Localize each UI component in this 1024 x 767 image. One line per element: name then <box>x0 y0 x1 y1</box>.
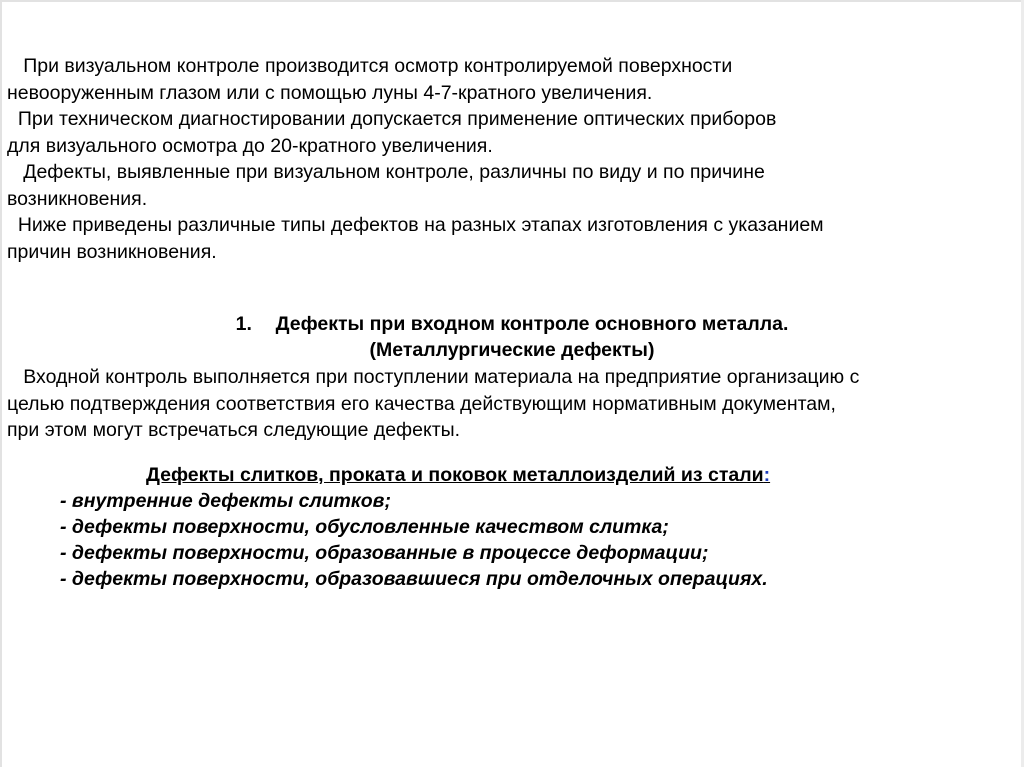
intro-line: При визуальном контроле производится осмотр контролируемой поверхности <box>7 55 733 77</box>
defects-list-title <box>146 462 770 488</box>
list-item: - дефекты поверхности, образованные в процессе деформации; <box>60 542 709 564</box>
section-title: Дефекты при входном контроле основного металла. <box>275 313 789 335</box>
slide-frame-top <box>0 0 1024 2</box>
section-number: 1. <box>235 313 252 335</box>
intro-line: для визуального осмотра до 20-кратного увеличения. <box>7 134 493 157</box>
section-heading <box>0 311 1024 363</box>
incoming-line: при этом могут встречаться следующие дефекты. <box>7 419 461 441</box>
defects-title-text: Дефекты слитков, проката и поковок металлоизделий из стали <box>146 464 764 486</box>
slide-frame-left <box>0 0 2 767</box>
list-item: - внутренние дефекты слитков; <box>60 490 391 512</box>
intro-paragraphs <box>7 53 1007 265</box>
list-item: - дефекты поверхности, образовавшиеся при отделочных операциях. <box>60 568 768 590</box>
incoming-control-paragraph <box>7 364 1007 444</box>
section-heading-title-line <box>0 311 1024 337</box>
defects-list <box>60 488 768 592</box>
incoming-line: целью подтверждения соответствия его качества действующим нормативным документам, <box>7 392 836 415</box>
intro-line: возникновения. <box>7 187 148 210</box>
intro-line: причин возникновения. <box>7 240 217 263</box>
intro-line: невооруженным глазом или с помощью луны 4-7-кратного увеличения. <box>7 81 653 104</box>
section-subtitle: (Металлургические дефекты) <box>369 339 655 361</box>
intro-line: Ниже приведены различные типы дефектов на разных этапах изготовления с указанием <box>7 214 824 236</box>
list-item: - дефекты поверхности, обусловленные качеством слитка; <box>60 516 669 538</box>
intro-line: При техническом диагностировании допускается применение оптических приборов <box>7 108 777 130</box>
incoming-line: Входной контроль выполняется при поступлении материала на предприятие организацию с <box>7 366 860 388</box>
intro-line: Дефекты, выявленные при визуальном контроле, различны по виду и по причине <box>7 161 765 183</box>
defects-title-colon-link[interactable]: : <box>763 464 771 486</box>
